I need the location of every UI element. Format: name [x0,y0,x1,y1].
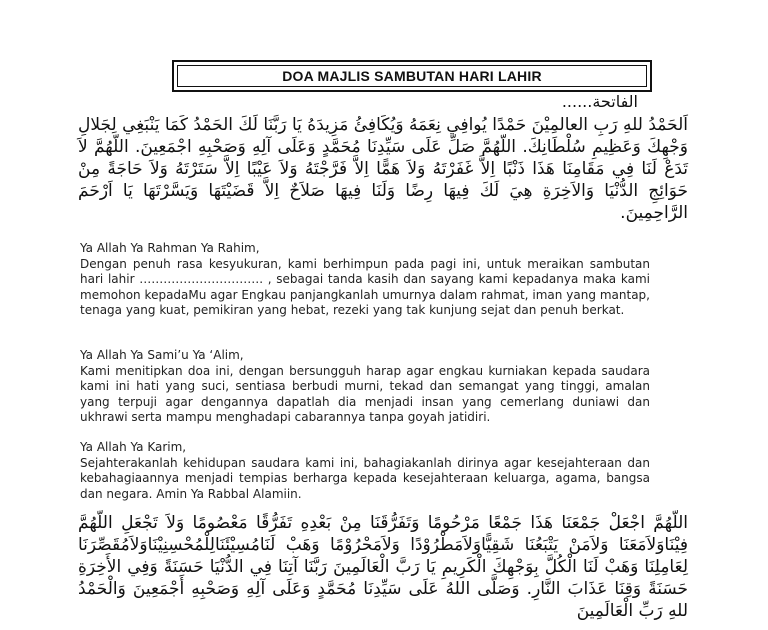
prayer-paragraph-2 [80,348,650,426]
prayer-paragraph-3 [80,440,650,502]
paragraph-body: Dengan penuh rasa kesyukuran, kami berhimpun pada pagi ini, untuk meraikan sambutan hari lahir …………………………. , sebagai tanda kasih dan sayang kami kepadanya maka kami memohon kepadaMu agar Engkau panjangkanlah umurnya dalam rahmat, iman yang mantap, tenaga yang kuat, pemikiran yang hebat, rezeki yang tak kunjung sejat dan penuh berkat. [80,256,650,317]
prayer-paragraph-1 [80,241,650,319]
arabic-closing-prayer: اللّهُمَّ اجْعَلْ جَمْعَنَا هَذَا جَمْعًا مَرْحُومًا وَتَفَرُّقَنَا مِنْ بَعْدِهِ تَفَرُّقًا مَعْصُومًا وَلاَ تَجْعَلِ اللّهُمَّ فِيْنَاوَلاَمَعَنَا وَلاَمَنْ يَتْبَعُنَا شَقِيًّاوَلاَمَطْرُوْدًا وَلاَمَحْرُوْمًا وَهَبْ لَنَامُسِيْئَنَالِلْمُحْسِنِيْنَاوَلاَمُقَصِّرَنَا لِعَامِلِنَا وَهَبْ لَنَا الْكُلَّ بِوَجْهِكَ الْكَرِيمِ يَا رَبَّ الْعَالَمِينَ رَبَّنَا آتِنَا فِي الدُّنْيَا حَسَنَةً وَفِي الأَخِرَةِ حَسَنَةً وَقِنَا عَذَابَ النَّارِ. وَصَلَّى اللهُ عَلَى سَيِّدِنَا مُحَمَّدٍ وَعَلَى آلِهِ وَصَحْبِهِ أَجْمَعِينَ وَالْحَمْدُ للهِ رَبِّ الْعَالَمِينَ [78,513,688,621]
paragraph-heading: Ya Allah Ya Karim, [80,440,187,454]
document-title: DOA MAJLIS SAMBUTAN HARI LAHIR [177,65,647,87]
title-box [172,60,652,92]
fatihah-label: الفاتحة...... [561,92,638,111]
paragraph-heading: Ya Allah Ya Rahman Ya Rahim, [80,241,260,255]
paragraph-body: Sejahterakanlah kehidupan saudara kami ini, bahagiakanlah dirinya agar kesejahteraan dan kebahagiaannya menjadi tempias berharga kepada kesejahteraan keluarga, agama, bangsa dan negara. Amin Ya Rabbal Alamiin. [80,455,650,501]
paragraph-body: Kami menitipkan doa ini, dengan bersungguh harap agar engkau kurniakan kepada saudara kami ini hati yang suci, sentiasa berbudi murni, tekad dan semangat yang tinggi, amalan yang terpuji agar dengannya dapatlah dia menjadi insan yang cemerlang duniawi dan ukhrawi serta mampu menghadapi cabarannya tanpa goyah jatidiri. [80,363,650,424]
paragraph-heading: Ya Allah Ya Sami’u Ya ‘Alim, [80,348,244,362]
arabic-opening-prayer: اَلحَمْدُ للهِ رَبِ العالمِيْنَ حَمْدًا يُوافِي نِعَمَهُ وَيُكَافِئُ مَزِيدَهُ يَا رَبَّنَا لَكَ الحَمْدُ كَمَا يَنْبَغِي لِجَلالِ وَجْهِكَ وَعَظِيمِ سُلْطَانِكَ. اللّهُمَّ صَلِّ عَلَى سَيِّدِنَا مُحَمَّدٍ وَعَلَى آلِهِ وَصَحْبِهِ اجْمَعِينَ. اللّهُمَّ لاَ تَدَعْ لَنَا فِي مَقَامِنَا هَذَا ذَنْبًا اِلاَّ غَفَرْتَهُ وَلاَ هَمًّا اِلاَّ فَرَّجْتَهُ وَلاَ عَيْبًا اِلاَّ سَتَرْتَهُ وَلاَ حَاجَةً مِنْ حَوَائِجِ الدُّنْيَا وَالاَخِرَةِ هِيَ لَكَ فِيهَا رِضًا وَلَنَا فِيهَا صَلاَحٌ اِلاَّ قَضَيْتَهَا وَيَسَّرْتَهَا يَا اَرْحَمَ الرَّاحِمِينَ. [78,115,688,223]
